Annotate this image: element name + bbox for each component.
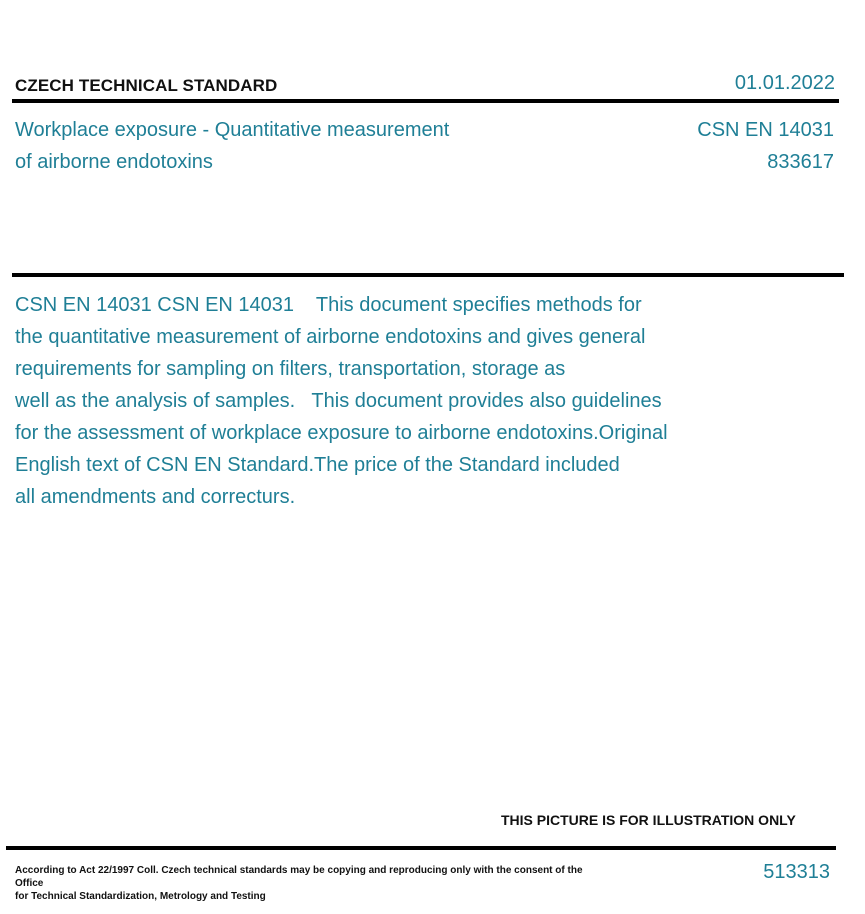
document-number: 513313 <box>763 861 830 883</box>
legal-notice-line-1: According to Act 22/1997 Coll. Czech technical standards may be copying and reproducing only with the consent of the Office <box>15 865 583 889</box>
legal-notice-line-2: for Technical Standardization, Metrology and Testing <box>15 891 266 902</box>
legal-notice <box>15 864 595 903</box>
title-line-2: of airborne endotoxins <box>15 151 213 173</box>
abstract-line: for the assessment of workplace exposure to airborne endotoxins.Original <box>15 422 668 444</box>
top-divider <box>12 99 839 103</box>
abstract-text <box>15 289 735 513</box>
abstract-line: all amendments and correcturs. <box>15 486 296 508</box>
publication-date: 01.01.2022 <box>734 72 835 94</box>
standard-codes <box>697 114 834 178</box>
abstract-line: requirements for sampling on filters, transportation, storage as <box>15 358 566 380</box>
document-title <box>15 114 449 178</box>
bottom-divider <box>6 846 836 850</box>
abstract-line: the quantitative measurement of airborne endotoxins and gives general <box>15 326 646 348</box>
title-line-1: Workplace exposure - Quantitative measurement <box>15 119 450 141</box>
abstract-line: English text of CSN EN Standard.The price of the Standard included <box>15 454 620 476</box>
abstract-line: well as the analysis of samples. This document provides also guidelines <box>15 390 662 412</box>
illustration-disclaimer: THIS PICTURE IS FOR ILLUSTRATION ONLY <box>501 812 796 828</box>
catalog-number: 833617 <box>767 151 834 173</box>
standard-code: CSN EN 14031 <box>697 119 834 141</box>
standard-type-label: CZECH TECHNICAL STANDARD <box>15 76 278 95</box>
middle-divider <box>12 273 844 277</box>
abstract-line: CSN EN 14031 CSN EN 14031 This document specifies methods for <box>15 294 642 316</box>
